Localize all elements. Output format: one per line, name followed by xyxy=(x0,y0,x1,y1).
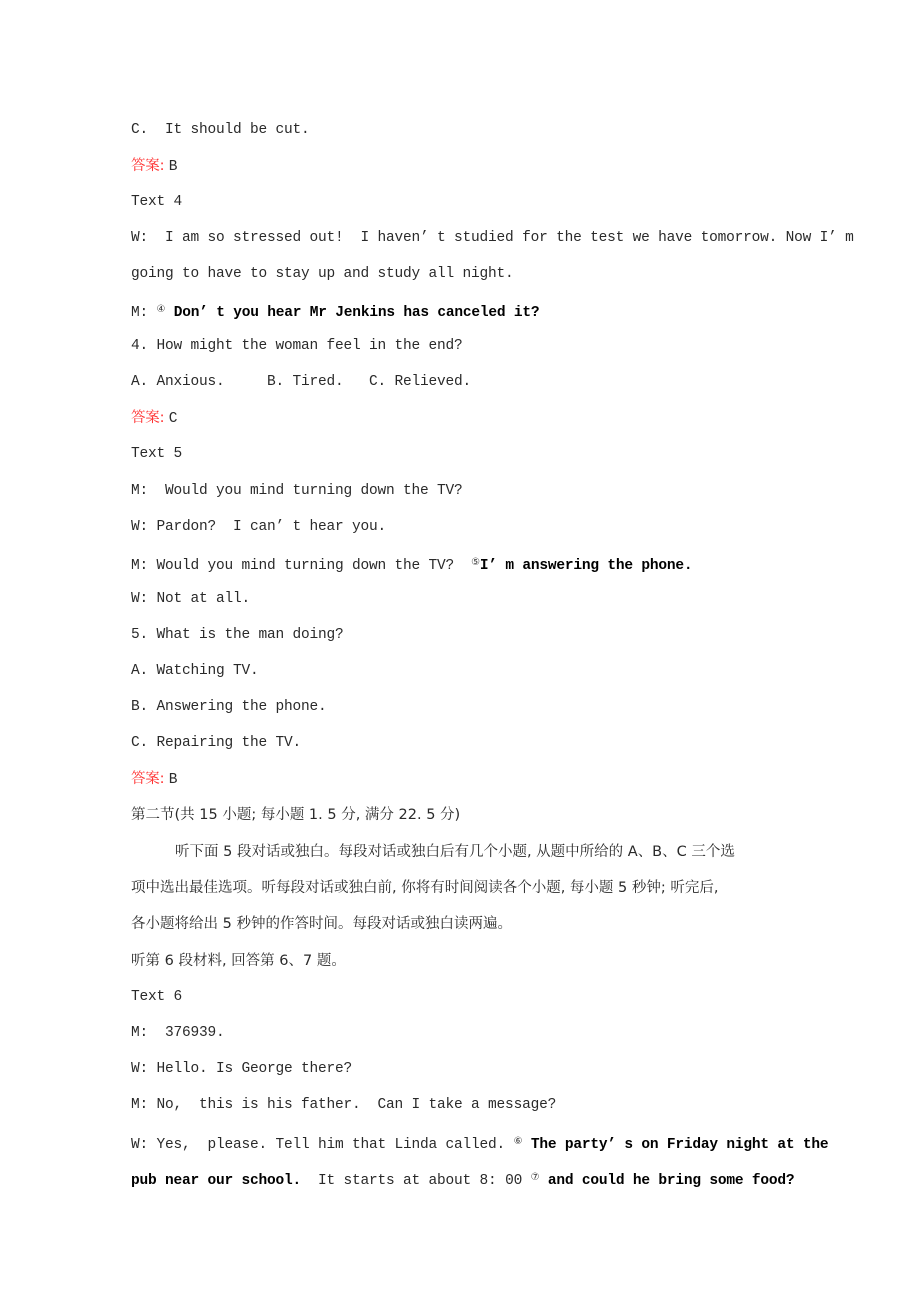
dialogue-line: W: Pardon? I can’ t hear you. xyxy=(131,519,387,535)
option-b-q5: B. Answering the phone. xyxy=(131,699,327,715)
answer-line-q4 xyxy=(131,409,177,428)
dialogue-text: It starts at about 8: 00 xyxy=(301,1173,531,1189)
dialogue-line-key xyxy=(131,554,692,575)
instructions-paragraph-line1: 听下面 5 段对话或独白。每段对话或独白后有几个小题, 从题中所给的 A、B、C 三个选 xyxy=(175,844,735,860)
options-q4: A. Anxious. B. Tired. C. Relieved. xyxy=(131,374,472,390)
instructions-paragraph-line2: 项中选出最佳选项。听每段对话或独白前, 你将有时间阅读各个小题, 每小题 5 秒钟; 听完后, xyxy=(131,880,719,896)
answer-value: B xyxy=(168,772,178,788)
key-sentence: pub near our school. xyxy=(131,1173,302,1189)
dialogue-line: W: Hello. Is George there? xyxy=(131,1061,353,1077)
section-heading: 第二节(共 15 小题; 每小题 1. 5 分, 满分 22. 5 分) xyxy=(131,807,461,823)
dialogue-line: W: Not at all. xyxy=(131,591,251,607)
answer-line-q3 xyxy=(131,157,177,176)
option-c-text3: C. It should be cut. xyxy=(131,122,310,138)
circled-number-4-icon: ④ xyxy=(156,304,166,315)
dialogue-line-key xyxy=(131,1169,794,1190)
text-heading-6: Text 6 xyxy=(131,989,183,1005)
instructions-paragraph-line3: 各小题将给出 5 秒钟的作答时间。每段对话或独白读两遍。 xyxy=(131,916,512,932)
speaker-prefix: W: Yes, please. Tell him that Linda called. xyxy=(131,1137,514,1153)
speaker-prefix: M: xyxy=(131,305,157,321)
text-heading-5: Text 5 xyxy=(131,446,183,462)
speaker-prefix: M: Would you mind turning down the TV? xyxy=(131,558,472,574)
dialogue-line-key xyxy=(131,1133,828,1154)
question-4: 4. How might the woman feel in the end? xyxy=(131,338,463,354)
circled-number-5-icon: ⑤ xyxy=(471,557,480,568)
dialogue-line: M: 376939. xyxy=(131,1025,225,1041)
circled-number-6-icon: ⑥ xyxy=(513,1136,523,1147)
question-5: 5. What is the man doing? xyxy=(131,627,344,643)
answer-value: B xyxy=(168,159,178,175)
key-sentence: I’ m answering the phone. xyxy=(479,558,693,574)
answer-label: 答案: xyxy=(131,771,169,787)
key-sentence: and could he bring some food? xyxy=(539,1173,795,1189)
option-c-q5: C. Repairing the TV. xyxy=(131,735,302,751)
key-sentence: The party’ s on Friday night at the xyxy=(522,1137,829,1153)
circled-number-7-icon: ⑦ xyxy=(530,1172,540,1183)
answer-value: C xyxy=(168,411,178,427)
answer-line-q5 xyxy=(131,770,177,789)
answer-label: 答案: xyxy=(131,158,169,174)
option-a-q5: A. Watching TV. xyxy=(131,663,259,679)
dialogue-line: M: Would you mind turning down the TV? xyxy=(131,483,463,499)
answer-label: 答案: xyxy=(131,410,169,426)
dialogue-line: going to have to stay up and study all night. xyxy=(131,266,514,282)
material-instruction: 听第 6 段材料, 回答第 6、7 题。 xyxy=(131,953,346,969)
dialogue-line: W: I am so stressed out! I haven’ t studied for the test we have tomorrow. Now I’ m xyxy=(131,230,854,246)
key-sentence: Don’ t you hear Mr Jenkins has canceled it? xyxy=(165,305,540,321)
text-heading-4: Text 4 xyxy=(131,194,183,210)
dialogue-line: M: No, this is his father. Can I take a message? xyxy=(131,1097,557,1113)
dialogue-line-key xyxy=(131,301,539,322)
